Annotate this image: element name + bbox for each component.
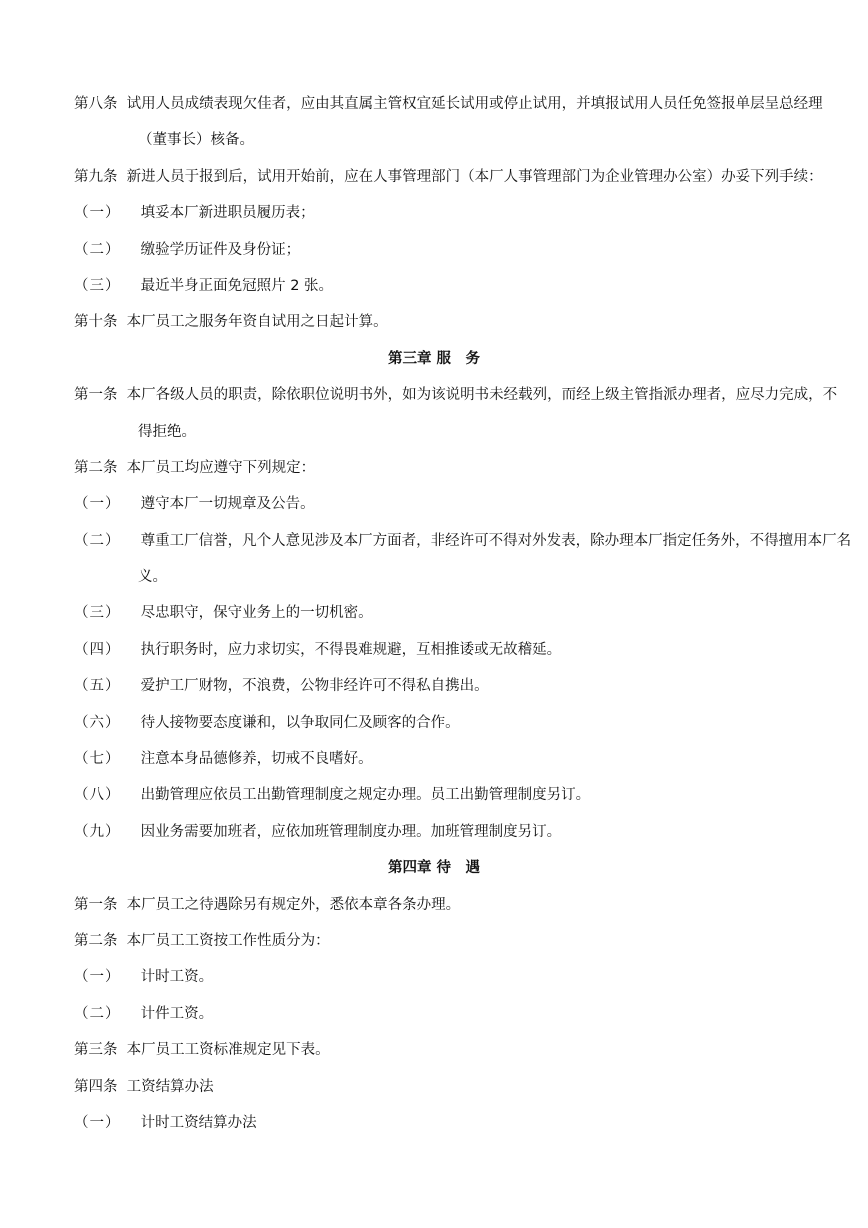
sub-item [0,195,868,231]
article [0,1032,868,1068]
sub-item-label: （三） [74,605,121,622]
article-text: 本厂员工工资标准规定见下表。 [126,1042,330,1059]
sub-item [0,668,868,704]
article [0,923,868,959]
sub-item-text: 待人接物要态度谦和，以争取同仁及顾客的合作。 [140,714,460,731]
sub-item-label: （四） [74,641,121,658]
sub-item-label: （六） [74,714,121,731]
sub-item [0,705,868,741]
sub-item-label: （一） [74,205,121,222]
sub-item [0,523,868,559]
sub-item-text: 出勤管理应依员工出勤管理制度之规定办理。员工出勤管理制度另订。 [140,787,591,804]
article-label: 第三条 [74,1042,118,1059]
sub-item [0,996,868,1032]
sub-item-label: （二） [74,532,121,549]
article-label: 第二条 [74,932,118,949]
article-text: 新进人员于报到后，试用开始前，应在人事管理部门（本厂人事管理部门为企业管理办公室）办妥下列手续： [126,168,823,185]
document-body [0,86,868,1141]
sub-item-text: 计时工资。 [140,969,214,986]
article-label: 第一条 [74,387,118,404]
continuation-line: 义。 [138,569,167,586]
article-label: 第八条 [74,96,118,112]
sub-item [0,486,868,522]
article-label: 第十条 [74,314,118,331]
sub-item [0,777,868,813]
sub-item-label: （五） [74,678,121,695]
sub-item-label: （一） [74,1114,121,1131]
sub-item [0,232,868,268]
article [0,887,868,923]
chapter-heading: 第三章 服 务 [387,350,481,367]
article [0,1069,868,1105]
sub-item-text: 尊重工厂信誉，凡个人意见涉及本厂方面者，非经许可不得对外发表，除办理本厂指定任务外，不得擅用本厂名 [140,532,852,549]
sub-item-label: （三） [74,277,121,294]
sub-item-label: （八） [74,787,121,804]
article-text: 本厂员工工资按工作性质分为： [126,932,330,949]
article [0,159,868,195]
sub-item [0,741,868,777]
sub-item [0,268,868,304]
sub-item-text: 因业务需要加班者，应依加班管理制度办理。加班管理制度另订。 [140,823,562,840]
article-label: 第二条 [74,459,118,476]
continuation-line: 得拒绝。 [138,423,196,440]
sub-item-label: （九） [74,823,121,840]
sub-item-text: 注意本身品德修养，切戒不良嗜好。 [140,751,373,768]
sub-item-label: （二） [74,1005,121,1022]
article-text: 本厂员工之待遇除另有规定外，悉依本章各条办理。 [126,896,461,913]
article [0,450,868,486]
sub-item-text: 计件工资。 [140,1005,214,1022]
article-text: 本厂员工之服务年资自试用之日起计算。 [126,314,388,331]
article-text: 本厂员工均应遵守下列规定： [126,459,316,476]
article-text: 工资结算办法 [126,1078,214,1095]
sub-item-label: （二） [74,241,121,258]
sub-item-text: 最近半身正面免冠照片 2 张。 [140,277,334,294]
sub-item-text: 遵守本厂一切规章及公告。 [140,496,315,513]
continuation-line: （董事长）核备。 [138,132,254,149]
sub-item [0,814,868,850]
article-label: 第一条 [74,896,118,913]
sub-item-text: 计时工资结算办法 [140,1114,257,1131]
sub-item-text: 执行职务时，应力求切实，不得畏难规避，互相推诿或无故稽延。 [140,641,562,658]
article [0,377,868,413]
sub-item-label: （一） [74,969,121,986]
sub-item-label: （一） [74,496,121,513]
article [0,86,868,122]
sub-item-label: （七） [74,751,121,768]
sub-item-text: 爱护工厂财物，不浪费，公物非经许可不得私自携出。 [140,678,489,695]
sub-item [0,595,868,631]
sub-item-text: 缴验学历证件及身份证； [140,241,301,258]
chapter-heading: 第四章 待 遇 [387,860,481,877]
sub-item [0,632,868,668]
sub-item-text: 填妥本厂新进职员履历表； [140,205,315,222]
article-text: 本厂各级人员的职责，除依职位说明书外，如为该说明书未经载列，而经上级主管指派办理者，应尽力完成，不 [126,387,838,404]
article-label: 第四条 [74,1078,118,1095]
sub-item-text: 尽忠职守，保守业务上的一切机密。 [140,605,373,622]
article-label: 第九条 [74,168,118,185]
sub-item [0,959,868,995]
article [0,304,868,340]
article-text: 试用人员成绩表现欠佳者，应由其直属主管权宜延长试用或停止试用，并填报试用人员任免签报单层呈总经理 [126,96,823,112]
sub-item [0,1105,868,1141]
